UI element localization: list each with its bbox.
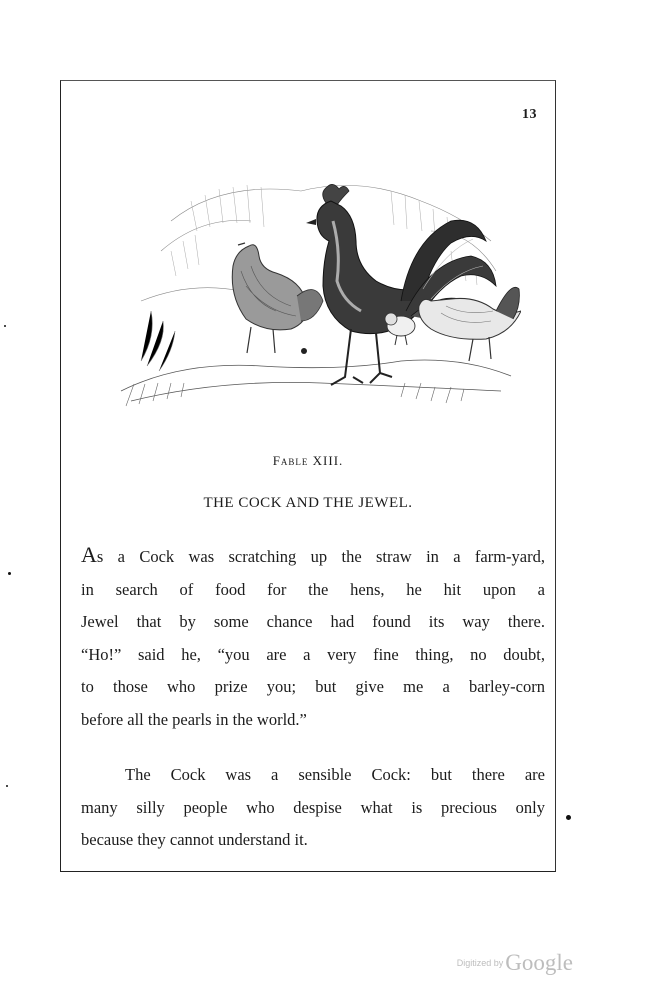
scan-speck (8, 572, 11, 575)
scan-speck (566, 815, 571, 820)
fable-title: THE COCK AND THE JEWEL. (203, 495, 413, 511)
text-line: to those who prize you; but give me a barley-corn (81, 677, 545, 696)
text-line: in search of food for the hens, he hit upon a (81, 579, 545, 599)
initial-letter: A (81, 542, 97, 567)
text-line: “Ho!” said he, “you are a very fine thing, no doubt, (81, 644, 545, 664)
digitized-by-google-watermark: $^{Digitized by}$Google (456, 950, 573, 975)
scan-speck (6, 785, 8, 787)
fable-label: Fable XIII. (272, 453, 344, 468)
text-line: because they cannot understand it. (81, 830, 308, 849)
cock-and-hens-illustration (101, 161, 521, 411)
text-line: Jewel that by some chance had found its way there. (81, 612, 545, 631)
text-line: many silly people who despise what is precious only (81, 797, 545, 817)
scan-speck (4, 325, 6, 327)
page-frame (60, 80, 556, 872)
text-line: The Cock was a sensible Cock: but there are (125, 765, 545, 784)
page-number: 13 (522, 107, 537, 122)
moral-paragraph (81, 759, 545, 857)
text-line: before all the pearls in the world.” (81, 709, 307, 729)
fable-paragraph (81, 539, 545, 736)
text-line: As a Cock was scratching up the straw in a farm-yard, (81, 542, 545, 567)
jewel (301, 348, 307, 354)
